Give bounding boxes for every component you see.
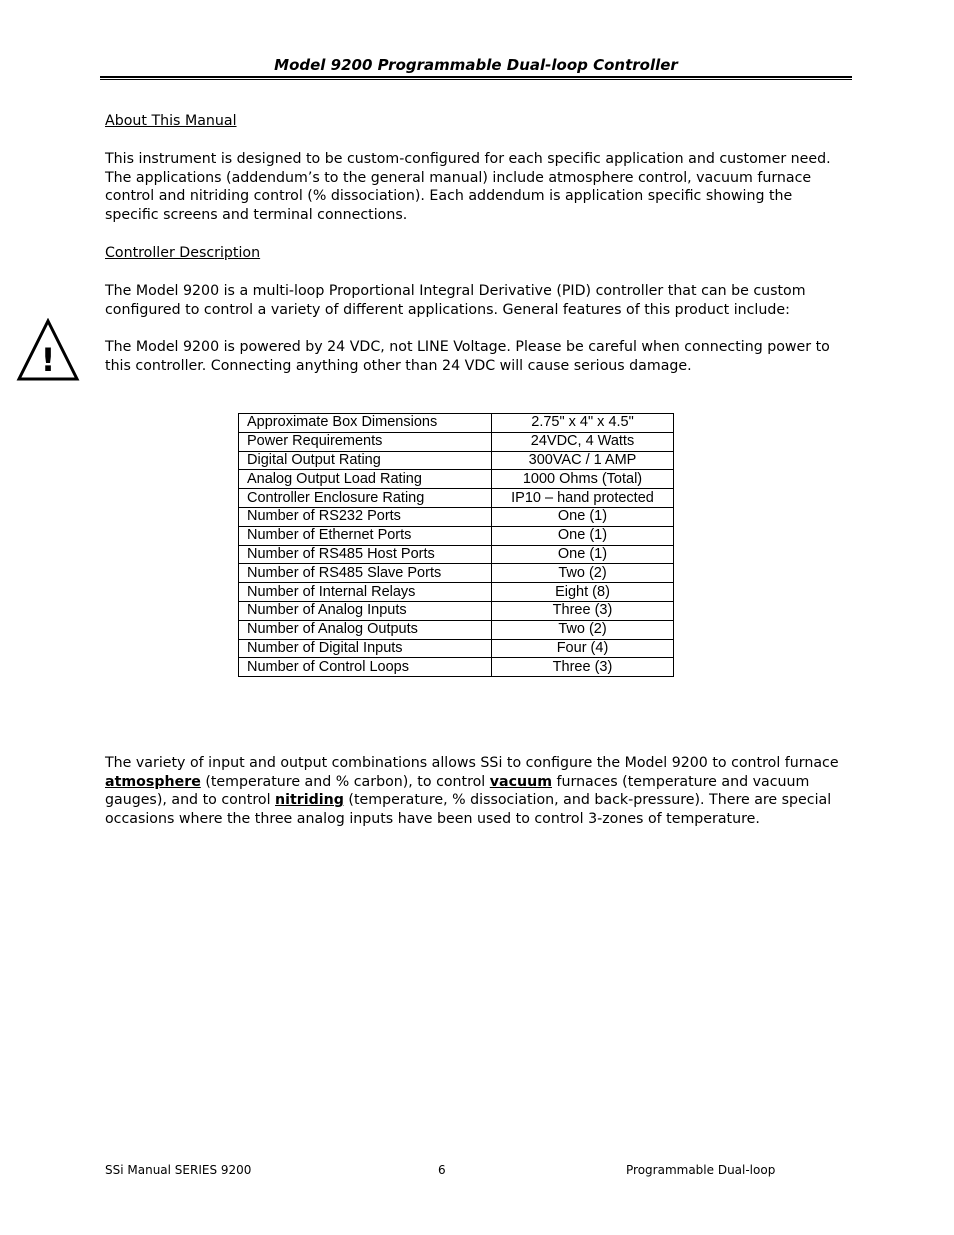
warning-text: The Model 9200 is powered by 24 VDC, not LINE Voltage. Please be careful when connecting power to this controller. Connecting anything other than 24 VDC will cause serious damage.	[105, 339, 830, 374]
spec-value: Two (2)	[492, 564, 674, 583]
spec-row	[239, 564, 674, 583]
spec-label: Number of Analog Inputs	[239, 601, 492, 620]
footer-page-number: 6	[438, 1163, 446, 1177]
warning-symbol: !	[40, 341, 56, 379]
spec-label: Number of Internal Relays	[239, 583, 492, 602]
spec-value: Two (2)	[492, 620, 674, 639]
warning-triangle-icon	[16, 318, 80, 382]
about-paragraph: This instrument is designed to be custom-configured for each specific application and customer need. The applications (addendum’s to the general manual) include atmosphere control, vacuum furnace control and nitriding control (% dissociation). Each addendum is application specific showing the specific screens and terminal connections.	[105, 151, 831, 223]
spec-row	[239, 620, 674, 639]
spec-label: Number of RS232 Ports	[239, 507, 492, 526]
spec-label: Number of RS485 Slave Ports	[239, 564, 492, 583]
description-heading: Controller Description	[105, 245, 261, 261]
spec-value: IP10 – hand protected	[492, 489, 674, 508]
spec-label: Number of Analog Outputs	[239, 620, 492, 639]
spec-row	[239, 526, 674, 545]
variety-text-2: (temperature and % carbon), to control	[200, 773, 490, 790]
spec-label: Number of RS485 Host Ports	[239, 545, 492, 564]
keyword-nitriding: nitriding	[275, 792, 344, 809]
variety-text-4: (temperature, % dissociation, and back-pressure). There are special occasions where the three analog inputs have been used to control 3-zones of temperature.	[105, 792, 832, 827]
spec-row	[239, 639, 674, 658]
footer-manual-name: SSi Manual SERIES 9200	[105, 1163, 252, 1177]
spec-label: Power Requirements	[239, 432, 492, 451]
spec-value: Three (3)	[492, 601, 674, 620]
spec-value: Three (3)	[492, 658, 674, 677]
page-header-title: Model 9200 Programmable Dual-loop Controller	[274, 56, 678, 74]
spec-value: One (1)	[492, 507, 674, 526]
spec-label: Number of Digital Inputs	[239, 639, 492, 658]
variety-text-3: furnaces (temperature and vacuum gauges), and to control	[105, 773, 810, 809]
spec-row	[239, 470, 674, 489]
spec-row	[239, 583, 674, 602]
spec-label: Number of Control Loops	[239, 658, 492, 677]
spec-value: 2.75" x 4" x 4.5"	[492, 414, 674, 433]
keyword-vacuum: vacuum	[489, 773, 552, 790]
about-heading: About This Manual	[105, 113, 237, 129]
header-rule	[100, 76, 852, 80]
spec-label: Approximate Box Dimensions	[239, 414, 492, 433]
spec-label: Number of Ethernet Ports	[239, 526, 492, 545]
spec-row	[239, 451, 674, 470]
spec-row	[239, 432, 674, 451]
spec-value: One (1)	[492, 526, 674, 545]
spec-row	[239, 601, 674, 620]
variety-paragraph	[105, 754, 850, 828]
spec-value: Four (4)	[492, 639, 674, 658]
spec-label: Digital Output Rating	[239, 451, 492, 470]
specifications-table	[238, 413, 674, 677]
spec-label: Controller Enclosure Rating	[239, 489, 492, 508]
spec-value: 300VAC / 1 AMP	[492, 451, 674, 470]
keyword-atmosphere: atmosphere	[105, 773, 201, 790]
spec-row	[239, 545, 674, 564]
spec-value: One (1)	[492, 545, 674, 564]
spec-value: 24VDC, 4 Watts	[492, 432, 674, 451]
variety-text-1: The variety of input and output combinations allows SSi to configure the Model 9200 to control furnace	[105, 755, 839, 771]
spec-value: 1000 Ohms (Total)	[492, 470, 674, 489]
footer-product-name: Programmable Dual-loop	[626, 1163, 776, 1177]
spec-value: Eight (8)	[492, 583, 674, 602]
spec-label: Analog Output Load Rating	[239, 470, 492, 489]
spec-row	[239, 489, 674, 508]
description-paragraph: The Model 9200 is a multi-loop Proportional Integral Derivative (PID) controller that can be custom configured to control a variety of different applications. General features of this product include:	[105, 283, 806, 318]
spec-row	[239, 507, 674, 526]
spec-row	[239, 414, 674, 433]
spec-row	[239, 658, 674, 677]
